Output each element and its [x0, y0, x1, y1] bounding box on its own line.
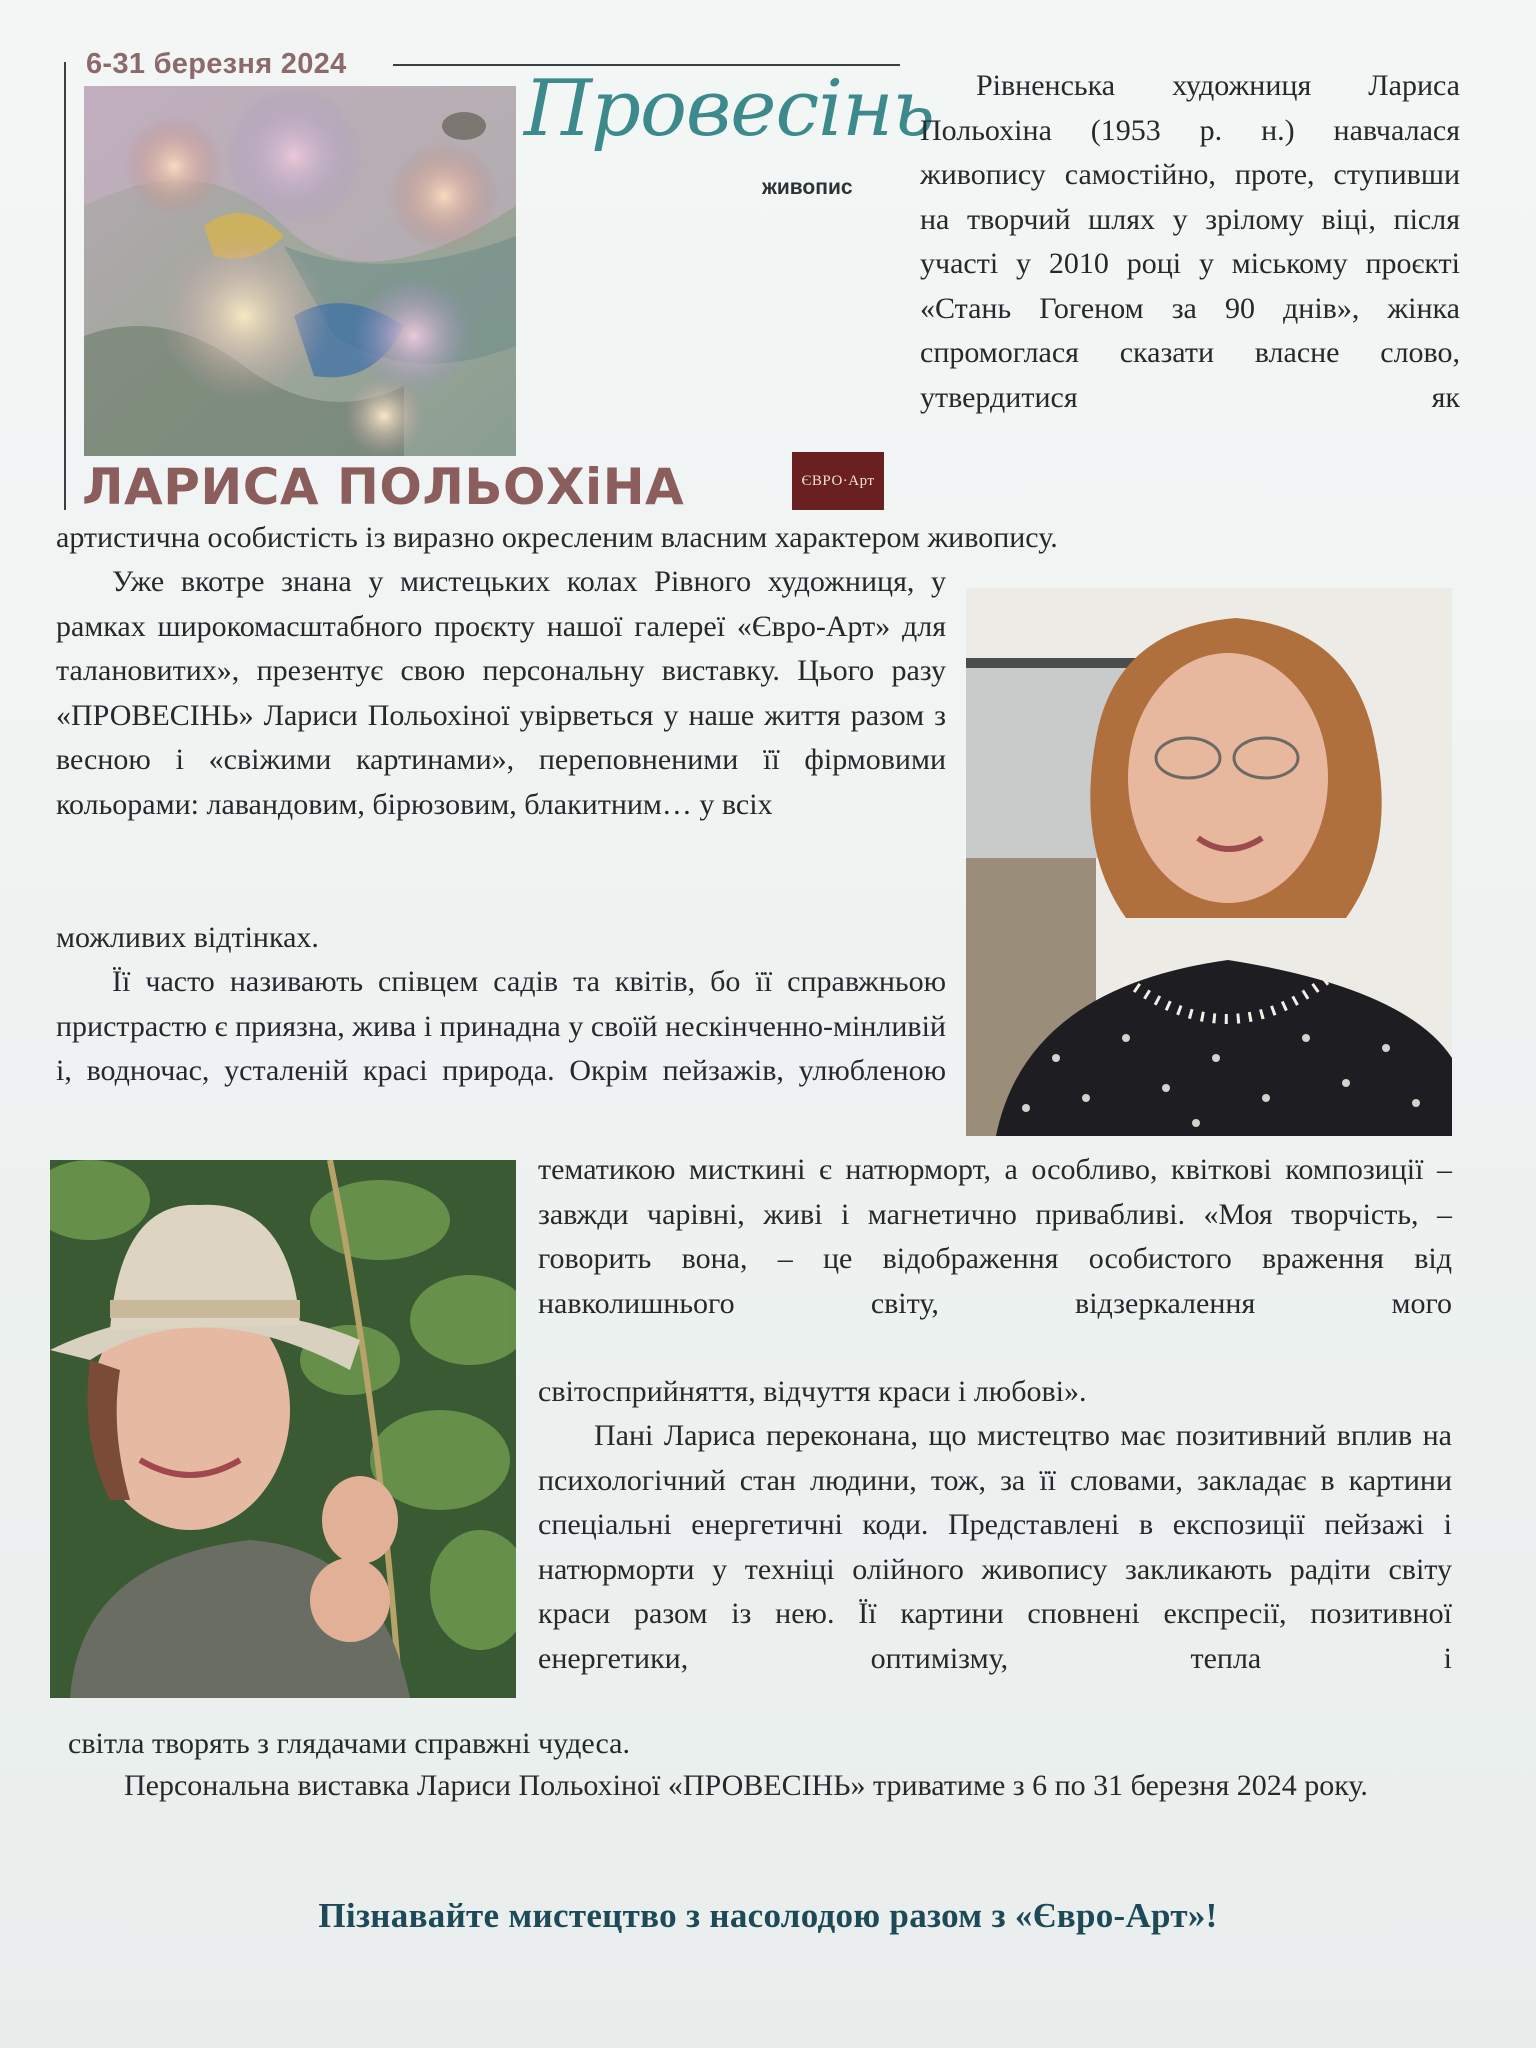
- paragraph-exhibition-ending: можливих відтінках.: [56, 921, 319, 954]
- exhibition-title: Провесінь: [524, 64, 934, 154]
- artist-garden-photo: [50, 1160, 516, 1698]
- paragraph-exhibition-dates: Персональна виставка Лариси Польохіної «ПРОВЕСІНЬ» триватиме з 6 по 31 березня 2024 року.: [124, 1769, 1368, 1802]
- paragraph-exhibition: Уже вкотре знана у мистецьких колах Рівного художниця, у рамках широкомасштабного проєкту нашої галереї «Євро-Арт» для талановитих», презентує свою персональну виставку. Цього разу «ПРОВЕСІНЬ» Лариси Польохіної увірветься у наше життя разом з весною і «свіжими картинами», переповненими її фірмовими кольорами: лавандовим, бірюзовим, блакитним… у всіх: [56, 565, 946, 821]
- paragraph-intro: Рівненська художниця Лариса Польохіна (1953 р. н.) навчалася живопису самостійно, проте, ступивши на творчий шлях у зрілому віці, після участі у 2010 році у міському проєкті «Стань Гогеном за 90 днів», жінка спромоглася сказати власне слово, утвердитися як: [920, 69, 1460, 414]
- exhibition-subtitle: живопис: [762, 176, 853, 199]
- paragraph-gardens: Її часто називають співцем садів та квітів, бо її справжньою пристрастю є приязна, жива і принадна у своїй нескінченно-мінливій і, водночас, усталеній красі природа. Окрім пейзажів, улюбленою: [56, 965, 946, 1087]
- paragraph-gardens-ending: світосприйняття, відчуття краси і любові».: [538, 1375, 1087, 1408]
- flower-painting-image: [84, 86, 516, 456]
- closing-slogan: Пізнавайте мистецтво з насолодою разом з «Євро-Арт»!: [318, 1896, 1218, 1935]
- paragraph-positive-influence: Пані Лариса переконана, що мистецтво має позитивний вплив на психологічний стан людини, тож, за її словами, закладає в картини спеціальні енергетичні коди. Представлені в експозиції пейзажі і натюрморти у техніці олійного живопису закликають радіти світу краси разом із нею. Її картини сповнені експресії, позитивної енергетики, оптимізму, тепла і: [538, 1419, 1452, 1675]
- artist-portrait-photo: [966, 588, 1452, 1136]
- paragraph-positive-influence-ending: світла творять з глядачами справжні чудеса.: [68, 1727, 630, 1760]
- euro-art-logo: ЄВРО·Арт: [792, 452, 884, 510]
- paragraph-intro-ending: артистична особистість із виразно окресленим власним характером живопису.: [56, 521, 1058, 554]
- exhibition-date: 6-31 березня 2024: [86, 48, 347, 80]
- artist-name-heading: ЛАРИСА ПОЛЬОХіНА: [82, 458, 685, 516]
- frame-vertical-rule: [64, 62, 66, 510]
- paragraph-gardens-continued: тематикою мисткині є натюрморт, а особливо, квіткові композиції – завжди чарівні, живі і магнетично привабливі. «Моя творчість, – говорить вона, – це відображення особистого враження від навколишнього світу, відзеркалення мого: [538, 1153, 1452, 1320]
